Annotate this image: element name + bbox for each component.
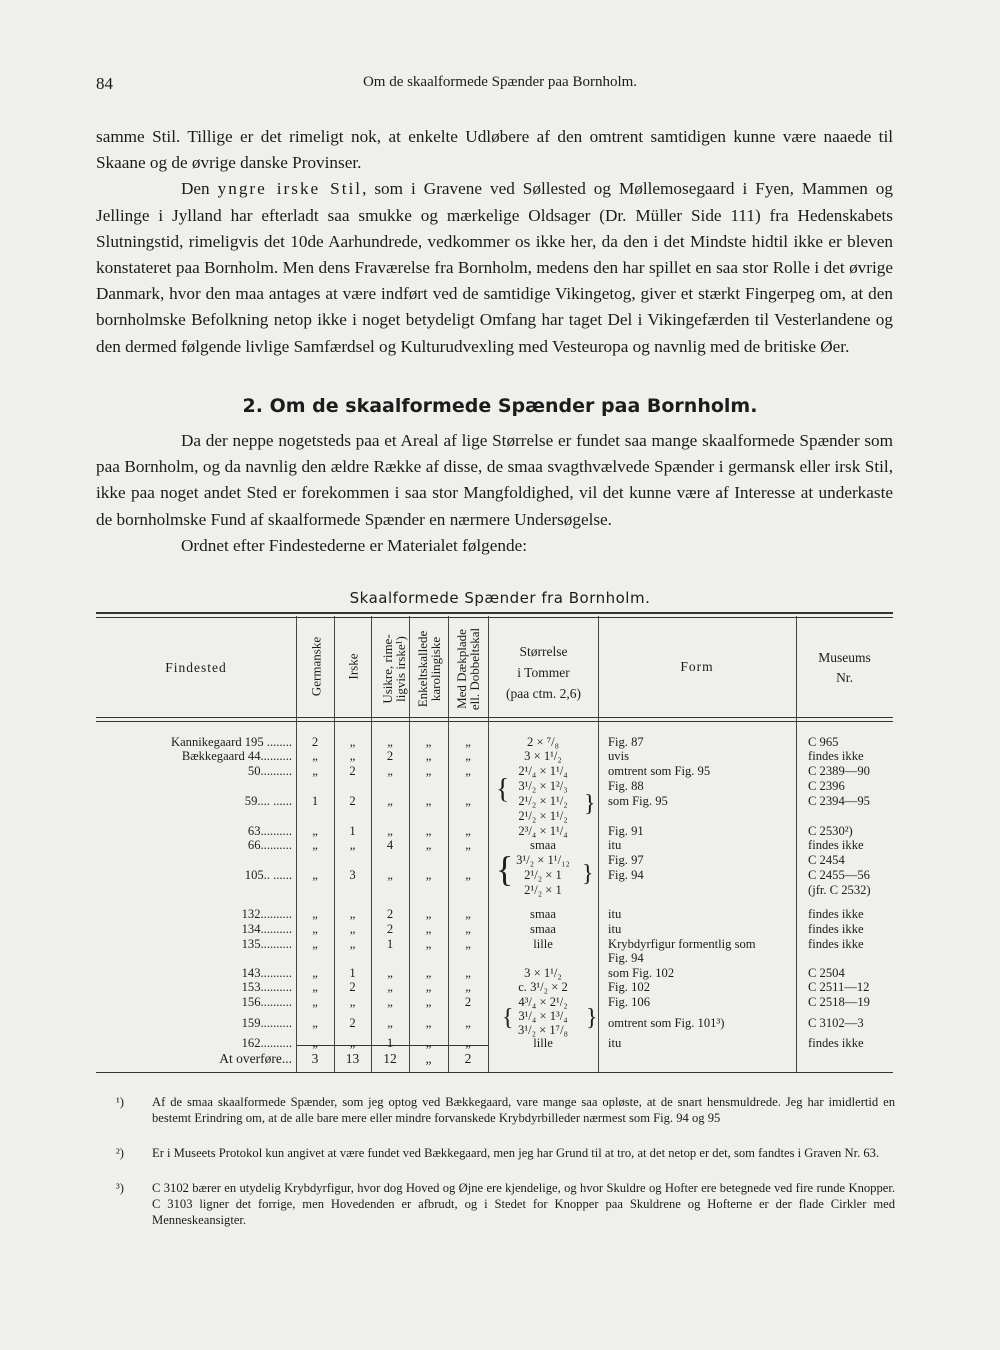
cell-storrelse: 3¹/₂ × 1⁷/₈	[518, 1023, 568, 1037]
cell-dobbelt: „	[465, 735, 471, 749]
cell-enkelt: „	[425, 980, 432, 994]
cell-form: itu	[608, 907, 622, 921]
cell-germanske: 2	[311, 735, 319, 749]
section-paragraph-2: Ordnet efter Findestederne er Materialet følgende:	[181, 535, 527, 555]
table-top-rule	[96, 612, 893, 614]
cell-irske: 2	[349, 794, 356, 808]
cell-dobbelt: „	[465, 907, 471, 921]
cell-irske: 2	[349, 980, 356, 994]
total-usikre: 12	[383, 1051, 397, 1066]
cell-museums-nr: findes ikke	[808, 838, 864, 852]
header-enkelt-line1: Enkeltskallede	[415, 630, 430, 708]
cell-dobbelt: „	[465, 1016, 471, 1030]
footnote-1-text: Af de smaa skaalformede Spænder, som jeg optog ved Bækkegaard, vare mange saa opløste, at de snart hensmuldrede. Jeg har imidlertid en bestemt Erindring om, at de alle bare mere eller mindre forvanskede Krybdyrbilleder nærmest som Fig. 94 og 95	[152, 1095, 895, 1126]
footnote-1-mark: ¹)	[116, 1095, 124, 1109]
cell-museums-nr: C 2511—12	[808, 980, 870, 994]
cell-enkelt: „	[425, 966, 432, 980]
cell-dobbelt: „	[465, 794, 471, 808]
cell-enkelt: „	[425, 922, 432, 936]
cell-findested: 143..........	[241, 966, 292, 980]
cell-usikre: „	[387, 868, 393, 882]
footnote-2	[118, 1145, 895, 1161]
cell-findested: 63..........	[247, 824, 292, 838]
intro-paragraph-2	[96, 176, 893, 359]
cell-storrelse: 3¹/₂ × 1²/₃	[518, 779, 568, 793]
cell-enkelt: „	[425, 907, 432, 921]
brace-right: }	[586, 1005, 598, 1031]
cell-dobbelt: „	[465, 966, 471, 980]
table-header-rule	[96, 717, 893, 718]
cell-germanske: „	[312, 995, 318, 1009]
section-paragraph-1: Da der neppe nogetsteds paa et Areal af lige Størrelse er fundet saa mange skaalformede Spænder som paa Bornholm, og da navnlig den ældre Række af disse, de smaa svagthvælvede Spænder i germansk eller irsk Stil, ikke paa noget andet Sted er forekommen i saa stor Mangfoldighed, vil det kunne være af Interesse at underkaste de bornholmske Fund af skaalformede Spænder en nærmere Undersøgelse.	[96, 431, 893, 529]
cell-museums-nr: C 2530²)	[808, 824, 853, 838]
header-form: Form	[680, 659, 714, 674]
cell-dobbelt: „	[465, 1036, 471, 1050]
cell-findested: 105.. ......	[244, 868, 292, 882]
cell-germanske: „	[312, 966, 318, 980]
brace-left: {	[496, 849, 514, 889]
cell-storrelse: 2¹/₂ × 1¹/₂	[518, 794, 568, 808]
cell-irske: 2	[349, 1016, 356, 1030]
cell-findested: 159..........	[241, 1016, 292, 1030]
cell-irske: 1	[349, 824, 356, 838]
cell-findested: 162..........	[241, 1036, 292, 1050]
cell-museums-nr: findes ikke	[808, 749, 864, 763]
cell-usikre: „	[387, 824, 393, 838]
cell-museums-nr: C 2518—19	[808, 995, 870, 1009]
cell-museums-nr: C 2504	[808, 966, 845, 980]
cell-germanske: „	[312, 749, 318, 763]
cell-germanske: „	[312, 907, 318, 921]
header-enkeltskallede	[416, 620, 442, 718]
header-dobbelt-line2: ell. Dobbeltskal	[467, 627, 482, 711]
cell-irske: „	[349, 1036, 356, 1050]
cell-storrelse: 2³/₄ × 1¹/₄	[518, 824, 568, 838]
cell-museums-nr: C 2454	[808, 853, 845, 867]
header-germanske: Germanske	[308, 636, 324, 697]
cell-museums-nr: (jfr. C 2532)	[808, 883, 871, 897]
total-label: At overføre...	[219, 1051, 292, 1066]
cell-form: itu	[608, 922, 622, 936]
cell-usikre: „	[387, 1016, 393, 1030]
cell-enkelt: „	[425, 764, 432, 778]
cell-enkelt: „	[425, 824, 432, 838]
cell-usikre: „	[387, 980, 393, 994]
cell-findested: Kannikegaard 195 ........	[170, 735, 292, 749]
cell-irske: 2	[349, 764, 356, 778]
cell-storrelse: 3 × 1¹/₂	[524, 749, 562, 763]
cell-form: Fig. 88	[608, 779, 644, 793]
cell-museums-nr: C 2396	[808, 779, 845, 793]
header-dobbeltskal	[455, 620, 481, 718]
section-heading: 2. Om de skaalformede Spænder paa Bornholm.	[242, 395, 758, 417]
cell-usikre: „	[387, 794, 393, 808]
cell-storrelse: 4³/₄ × 2¹/₂	[518, 995, 568, 1009]
table-top-rule-thin	[96, 617, 893, 618]
cell-dobbelt: „	[465, 749, 471, 763]
cell-museums-nr: findes ikke	[808, 937, 864, 951]
cell-findested: 66..........	[247, 838, 292, 852]
cell-storrelse: 2¹/₂ × 1¹/₂	[518, 809, 568, 823]
cell-usikre: „	[387, 764, 393, 778]
total-irske: 13	[345, 1051, 360, 1066]
cell-enkelt: „	[425, 937, 432, 951]
cell-irske: „	[349, 735, 356, 749]
cell-usikre: 1	[386, 1036, 394, 1050]
cell-irske: 1	[349, 966, 356, 980]
cell-museums-nr: findes ikke	[808, 907, 864, 921]
cell-findested: 132..........	[241, 907, 292, 921]
intro-p2-rest: , som i Gravene ved Søllested og Møllemosegaard i Fyen, Mammen og Jellinge i Jylland har efterladt saa smukke og mærkelige Oldsager (Dr. Müller Side 111) fra Hedenskabets Slutningstid, rimeligvis det 10de Aarhundrede, vedkommer os ikke her, da den i det Mindste hidtil ikke er bleven konstateret paa Bornholm. Men dens Fraværelse fra Bornholm, medens den har spillet en saa stor Rolle i det øvrige Danmark, hvor den maa antages at være indført ved de samtidige Vikingetog, giver et stærkt Fingerpeg om, at den bornholmske Befolkning netop ikke i noget betydeligt Omfang har taget Del i Vikingefærden til Vesterlandene og den dermed følgende livlige Samfærdsel og Kulturudvexling med Vesteuropa og navnlig med de britiske Øer.	[96, 179, 893, 356]
cell-enkelt: „	[425, 838, 432, 852]
cell-museums-nr: C 2394—95	[808, 794, 870, 808]
brace-right: }	[584, 791, 596, 817]
intro-paragraph-1: samme Stil. Tillige er det rimeligt nok, at enkelte Udløbere af den omtrent samtidigen kunne være naaede til Skaane og de øvrige danske Provinser.	[96, 127, 893, 173]
cell-storrelse: 2 × ⁷/₈	[527, 735, 559, 749]
cell-germanske: „	[312, 1036, 318, 1050]
cell-storrelse: smaa	[530, 922, 556, 936]
cell-usikre: „	[387, 735, 393, 749]
cell-germanske: „	[312, 980, 318, 994]
cell-storrelse: 3¹/₂ × 1¹/₁₂	[516, 853, 570, 867]
cell-dobbelt: 2	[464, 995, 472, 1009]
cell-museums-nr: C 3102—3	[808, 1016, 864, 1030]
cell-findested: 134..........	[241, 922, 292, 936]
header-usikre-line1: Usikre, rime-	[380, 634, 395, 704]
total-germanske: 3	[311, 1051, 319, 1066]
cell-dobbelt: „	[465, 824, 471, 838]
cell-museums-nr: findes ikke	[808, 1036, 864, 1050]
cell-irske: „	[349, 749, 356, 763]
brace-left: {	[496, 774, 510, 805]
cell-dobbelt: „	[465, 980, 471, 994]
cell-irske: „	[349, 838, 356, 852]
header-storrelse-line2: i Tommer	[517, 665, 570, 680]
cell-irske: „	[349, 995, 356, 1009]
footnote-1	[118, 1094, 895, 1126]
col-divider	[598, 616, 599, 1072]
cell-usikre: „	[387, 966, 393, 980]
cell-storrelse: 3 × 1¹/₂	[524, 966, 562, 980]
cell-enkelt: „	[425, 1016, 432, 1030]
cell-germanske: „	[312, 764, 318, 778]
cell-dobbelt: „	[465, 838, 471, 852]
header-usikre-line2: ligvis irske¹)	[393, 636, 408, 702]
footnote-3-text: C 3102 bærer en utydelig Krybdyrfigur, hvor dog Hoved og Øjne ere kjendelige, og hvor Skuldre og Hofter ere betegnede ved fire runde Knopper. C 3103 ligner det forrige, men Hovedenden er afbrudt, og i Stedet for Knopper paa Skuldrene og Hofterne er der flade Cirkler med Menneskeansigter.	[152, 1181, 895, 1228]
cell-usikre: 2	[386, 907, 394, 921]
cell-dobbelt: „	[465, 764, 471, 778]
cell-dobbelt: „	[465, 922, 471, 936]
cell-form: uvis	[608, 749, 629, 763]
footnote-2-mark: ²)	[116, 1146, 124, 1160]
cell-usikre: 2	[386, 749, 394, 763]
cell-storrelse: smaa	[530, 838, 556, 852]
cell-form: itu	[608, 1036, 622, 1050]
cell-enkelt: „	[425, 868, 432, 882]
footnote-3	[118, 1180, 895, 1229]
cell-enkelt: „	[425, 749, 432, 763]
cell-enkelt: „	[425, 995, 432, 1009]
cell-germanske: „	[312, 1016, 318, 1030]
total-enkelt: „	[425, 1051, 432, 1066]
cell-usikre: 2	[386, 922, 394, 936]
intro-text	[96, 124, 893, 360]
cell-findested: 135..........	[241, 937, 292, 951]
cell-museums-nr: C 2455—56	[808, 868, 870, 882]
header-storrelse-line1: Størrelse	[519, 644, 568, 659]
cell-form: omtrent som Fig. 95	[608, 764, 711, 778]
header-storrelse	[489, 641, 598, 704]
page-number: 84	[96, 74, 113, 93]
cell-germanske: 1	[311, 794, 319, 808]
cell-form: Fig. 94	[608, 951, 644, 965]
cell-storrelse: 2¹/₄ × 1¹/₄	[518, 764, 568, 778]
cell-findested: 153..........	[241, 980, 292, 994]
cell-storrelse: lille	[533, 1036, 553, 1050]
cell-form: Fig. 94	[608, 868, 644, 882]
cell-findested: Bækkegaard 44..........	[181, 749, 292, 763]
cell-storrelse: c. 3¹/₂ × 2	[518, 980, 568, 994]
header-museums	[796, 648, 893, 688]
header-museums-line2: Nr.	[836, 670, 853, 685]
header-storrelse-line3: (paa ctm. 2,6)	[506, 686, 581, 701]
intro-p2-spaced: yngre irske Stil	[217, 179, 363, 199]
cell-form: Fig. 91	[608, 824, 644, 838]
footnote-3-mark: ³)	[116, 1181, 124, 1195]
cell-germanske: „	[312, 868, 318, 882]
section-text	[96, 428, 893, 559]
cell-usikre: „	[387, 995, 393, 1009]
cell-form: Fig. 87	[608, 735, 644, 749]
cell-form: som Fig. 95	[608, 794, 668, 808]
header-findested: Findested	[165, 660, 227, 675]
brace-left: {	[502, 1005, 514, 1031]
cell-storrelse: 2¹/₂ × 1	[524, 868, 562, 882]
cell-findested: 50..........	[247, 764, 292, 778]
cell-germanske: „	[312, 824, 318, 838]
cell-germanske: „	[312, 838, 318, 852]
cell-storrelse: smaa	[530, 907, 556, 921]
cell-museums-nr: findes ikke	[808, 922, 864, 936]
cell-form: Krybdyrfigur formentlig som	[608, 937, 756, 951]
cell-storrelse: lille	[533, 937, 553, 951]
brace-right: }	[582, 861, 594, 887]
cell-museums-nr: C 2389—90	[808, 764, 870, 778]
cell-enkelt: „	[425, 794, 432, 808]
cell-dobbelt: „	[465, 937, 471, 951]
cell-irske: „	[349, 922, 356, 936]
cell-form: Fig. 102	[608, 980, 650, 994]
intro-p2-start: Den	[181, 179, 218, 199]
header-enkelt-line2: karolingiske	[428, 636, 443, 702]
cell-enkelt: „	[425, 735, 432, 749]
cell-usikre: 1	[386, 937, 394, 951]
cell-storrelse: 2¹/₂ × 1	[524, 883, 562, 897]
cell-findested: 156..........	[241, 995, 292, 1009]
cell-usikre: 4	[386, 838, 394, 852]
header-dobbelt-line1: Med Dækplade	[454, 629, 469, 709]
header-usikre	[381, 620, 407, 718]
cell-dobbelt: „	[465, 868, 471, 882]
cell-enkelt: „	[425, 1036, 432, 1050]
cell-irske: „	[349, 907, 356, 921]
cell-form: Fig. 106	[608, 995, 650, 1009]
cell-irske: „	[349, 937, 356, 951]
cell-irske: 3	[349, 868, 356, 882]
cell-form: som Fig. 102	[608, 966, 675, 980]
total-dobbelt: 2	[464, 1051, 472, 1066]
cell-storrelse: 3¹/₄ × 1³/₄	[518, 1009, 568, 1023]
cell-form: omtrent som Fig. 101³)	[608, 1016, 725, 1030]
footnote-2-text: Er i Museets Protokol kun angivet at være fundet ved Bækkegaard, men jeg har Grund til at tro, at det netop er det, som fandtes i Graven Nr. 63.	[152, 1146, 880, 1160]
cell-form: itu	[608, 838, 622, 852]
cell-germanske: „	[312, 937, 318, 951]
cell-germanske: „	[312, 922, 318, 936]
header-irske: Irske	[345, 653, 361, 680]
cell-museums-nr: C 965	[808, 735, 839, 749]
table-header-rule-2	[96, 721, 893, 722]
cell-findested: 59.... ......	[244, 794, 292, 808]
table-title: Skaalformede Spænder fra Bornholm.	[349, 589, 651, 607]
running-title: Om de skaalformede Spænder paa Bornholm.	[362, 74, 638, 90]
cell-form: Fig. 97	[608, 853, 644, 867]
header-museums-line1: Museums	[818, 650, 871, 665]
table-bottom-rule	[96, 1072, 893, 1073]
